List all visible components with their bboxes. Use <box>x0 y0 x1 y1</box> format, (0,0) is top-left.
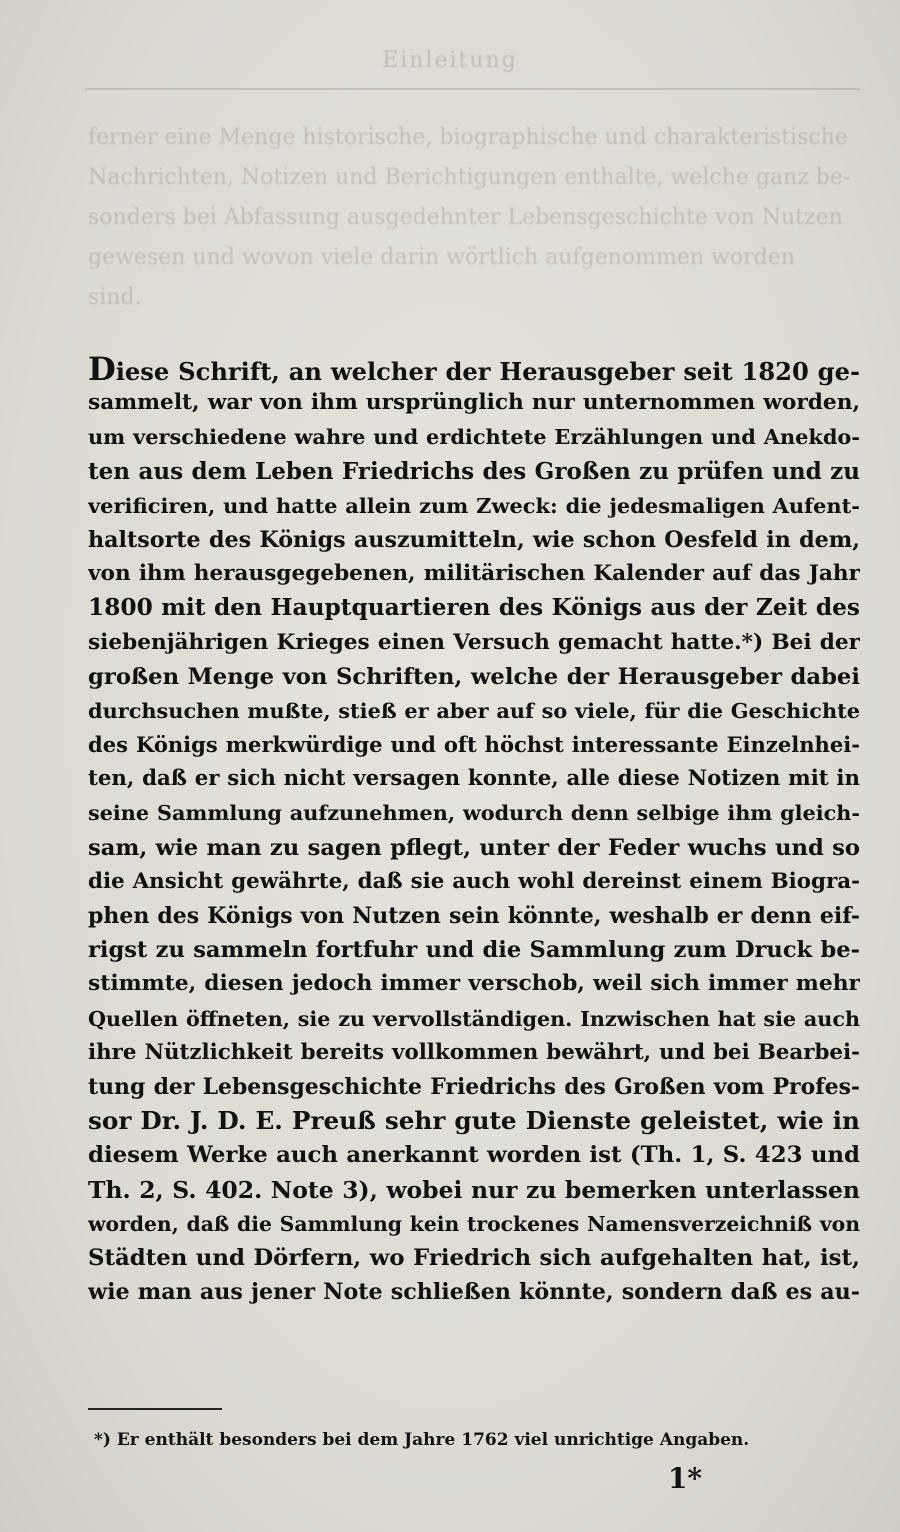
text-line: großen Menge von Schriften, welche der Herausgeber dabei <box>88 663 860 690</box>
text-line: wie man aus jener Note schließen könnte, sondern daß es au- <box>88 1279 860 1306</box>
text-line-1 <box>88 352 860 386</box>
text-line: sam, wie man zu sagen pflegt, unter der Feder wuchs und so <box>88 834 860 861</box>
text-line: die Ansicht gewährte, daß sie auch wohl dereinst einem Biogra- <box>88 868 860 894</box>
main-paragraph <box>88 352 860 1309</box>
bleed-line: Nachrichten, Notizen und Berichtigungen enthalte, welche ganz be- <box>88 165 851 190</box>
text-line: haltsorte des Königs auszumitteln, wie schon Oesfeld in dem, <box>88 526 860 553</box>
text-line: um verschiedene wahre und erdichtete Erzählungen und Anekdo- <box>88 424 860 450</box>
footnote: *) Er enthält besonders bei dem Jahre 1762 viel unrichtige Angaben. <box>94 1430 750 1450</box>
text-line: sor Dr. J. D. E. Preuß sehr gute Dienste geleistet, wie in <box>88 1106 860 1136</box>
bleed-line: sonders bei Abfassung ausgedehnter Lebensgeschichte von Nutzen <box>88 205 843 230</box>
text-line: von ihm herausgegebenen, militärischen Kalender auf das Jahr <box>88 561 860 587</box>
text-line: ihre Nützlichkeit bereits vollkommen bewährt, und bei Bearbei- <box>88 1039 860 1065</box>
bleed-line: gewesen und wovon viele darin wörtlich aufgenommen worden <box>88 245 795 270</box>
bleed-line: sind. <box>88 285 142 310</box>
text-line: Quellen öffneten, sie zu vervollständigen. Inzwischen hat sie auch <box>88 1006 860 1031</box>
text-line: 1800 mit den Hauptquartieren des Königs aus der Zeit des <box>88 594 860 622</box>
bleed-through-header: Einleitung <box>382 48 518 73</box>
signature-mark: 1* <box>667 1462 702 1495</box>
text-line: des Königs merkwürdige und oft höchst interessante Einzelnhei- <box>88 732 860 758</box>
bleed-line: ferner eine Menge historische, biographische und charakteristische <box>88 125 848 150</box>
text-line: worden, daß die Sammlung kein trockenes Namensverzeichniß von <box>88 1211 860 1236</box>
text-line: Städten und Dörfern, wo Friedrich sich aufgehalten hat, ist, <box>88 1244 860 1271</box>
text-line: ten, daß er sich nicht versagen konnte, alle diese Notizen mit in <box>88 766 860 792</box>
text-line: verificiren, und hatte allein zum Zweck: die jedesmaligen Aufent- <box>88 492 860 518</box>
bleed-through-text <box>88 118 858 328</box>
text-line: tung der Lebensgeschichte Friedrichs des Großen vom Profes- <box>88 1073 860 1100</box>
line-text: iese Schrift, an welcher der Herausgeber seit 1820 ge- <box>115 357 860 386</box>
text-line: durchsuchen mußte, stieß er aber auf so viele, für die Geschichte <box>88 697 860 723</box>
text-line: phen des Königs von Nutzen sein könnte, weshalb er denn eif- <box>88 903 860 929</box>
drop-cap: D <box>88 352 116 387</box>
text-line: Th. 2, S. 402. Note 3), wobei nur zu bemerken unterlassen <box>88 1175 860 1204</box>
bleed-through-rule <box>85 88 860 90</box>
text-line: diesem Werke auch anerkannt worden ist (Th. 1, S. 423 und <box>88 1142 860 1169</box>
text-line: seine Sammlung aufzunehmen, wodurch denn selbige ihm gleich- <box>88 800 860 826</box>
text-line: rigst zu sammeln fortfuhr und die Sammlung zum Druck be- <box>88 937 860 964</box>
text-line: ten aus dem Leben Friedrichs des Großen zu prüfen und zu <box>88 457 860 485</box>
text-line: sammelt, war von ihm ursprünglich nur unternommen worden, <box>88 390 860 416</box>
text-line: siebenjährigen Krieges einen Versuch gemacht hatte.*) Bei der <box>88 629 860 655</box>
footnote-divider <box>88 1408 222 1410</box>
text-line: stimmte, diesen jedoch immer verschob, weil sich immer mehr <box>88 971 860 997</box>
